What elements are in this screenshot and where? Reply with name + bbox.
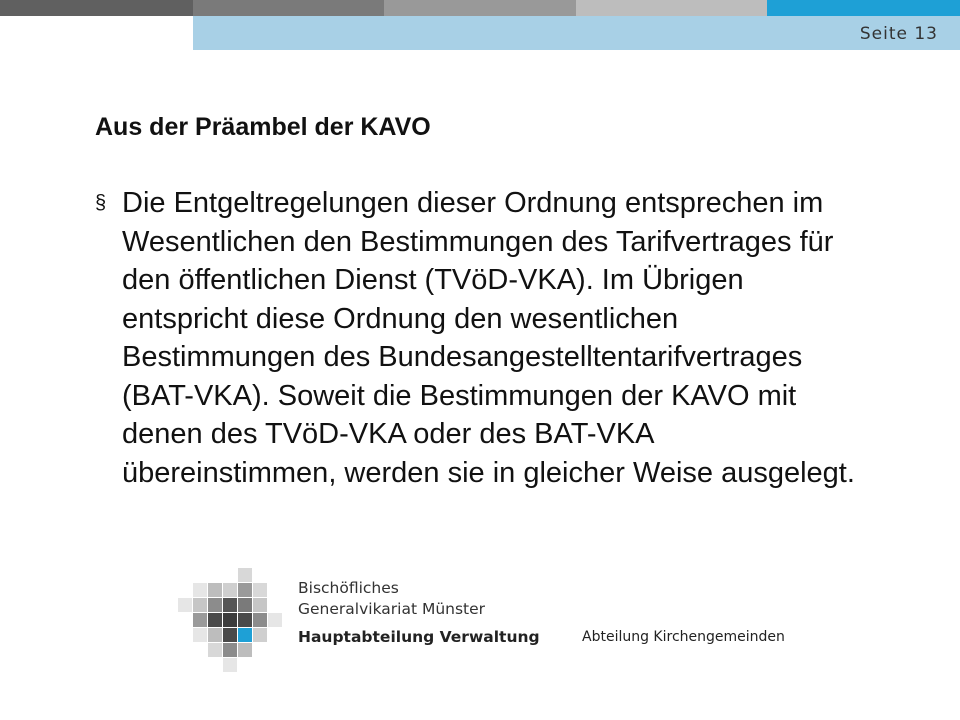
header-sub-bar [193, 16, 960, 50]
top-bar-segment-2 [193, 0, 384, 16]
logo-tile [208, 583, 222, 597]
logo-tile [223, 613, 237, 627]
logo-tile [223, 598, 237, 612]
slide-title: Aus der Präambel der KAVO [95, 113, 431, 141]
logo-tile [268, 613, 282, 627]
top-bar-segment-3 [384, 0, 576, 16]
logo-tile [238, 598, 252, 612]
logo-tile [238, 643, 252, 657]
bullet-text: Die Entgeltregelungen dieser Ordnung entsprechen im Wesentlichen den Bestimmungen des Tarifvertrages für den öffentlichen Dienst (TVöD-VKA). Im Übrigen entspricht diese Ordnung den wesentlichen Bestimmungen des Bundesangestelltentarifvertrages (BAT-VKA). Soweit die Bestimmungen der KAVO mit denen des TVöD-VKA oder des BAT-VKA übereinstimmen, werden sie in gleicher Weise ausgelegt. [122, 187, 855, 489]
logo-tile [223, 628, 237, 642]
logo-tile [253, 583, 267, 597]
logo-tile [208, 628, 222, 642]
bullet-item [95, 184, 875, 492]
top-bar-segment-1 [0, 0, 193, 16]
organization-name [298, 578, 485, 620]
logo-tile [193, 628, 207, 642]
logo-tile [193, 598, 207, 612]
footer-department-label: Abteilung Kirchengemeinden [582, 629, 785, 645]
page-number: Seite 13 [859, 24, 938, 44]
logo-tile [223, 643, 237, 657]
logo-tile [238, 628, 252, 642]
logo-tile [253, 598, 267, 612]
logo-tile [238, 583, 252, 597]
logo-tile [193, 613, 207, 627]
logo-tile [178, 598, 192, 612]
top-bar-segment-5 [767, 0, 960, 16]
logo-tile [238, 568, 252, 582]
logo-tile [238, 613, 252, 627]
logo-tile [193, 583, 207, 597]
logo-tile [223, 658, 237, 672]
bullet-marker: § [95, 192, 107, 214]
logo-tile [223, 583, 237, 597]
org-name-line-1: Bischöfliches [298, 579, 399, 597]
logo-tile [253, 628, 267, 642]
organization-department: Hauptabteilung Verwaltung [298, 628, 540, 646]
top-bar-segment-4 [576, 0, 767, 16]
logo-tile [253, 613, 267, 627]
org-name-line-2: Generalvikariat Münster [298, 600, 486, 618]
logo-tile [208, 598, 222, 612]
top-color-bar [0, 0, 960, 16]
logo-tile [208, 613, 222, 627]
logo-tile [208, 643, 222, 657]
